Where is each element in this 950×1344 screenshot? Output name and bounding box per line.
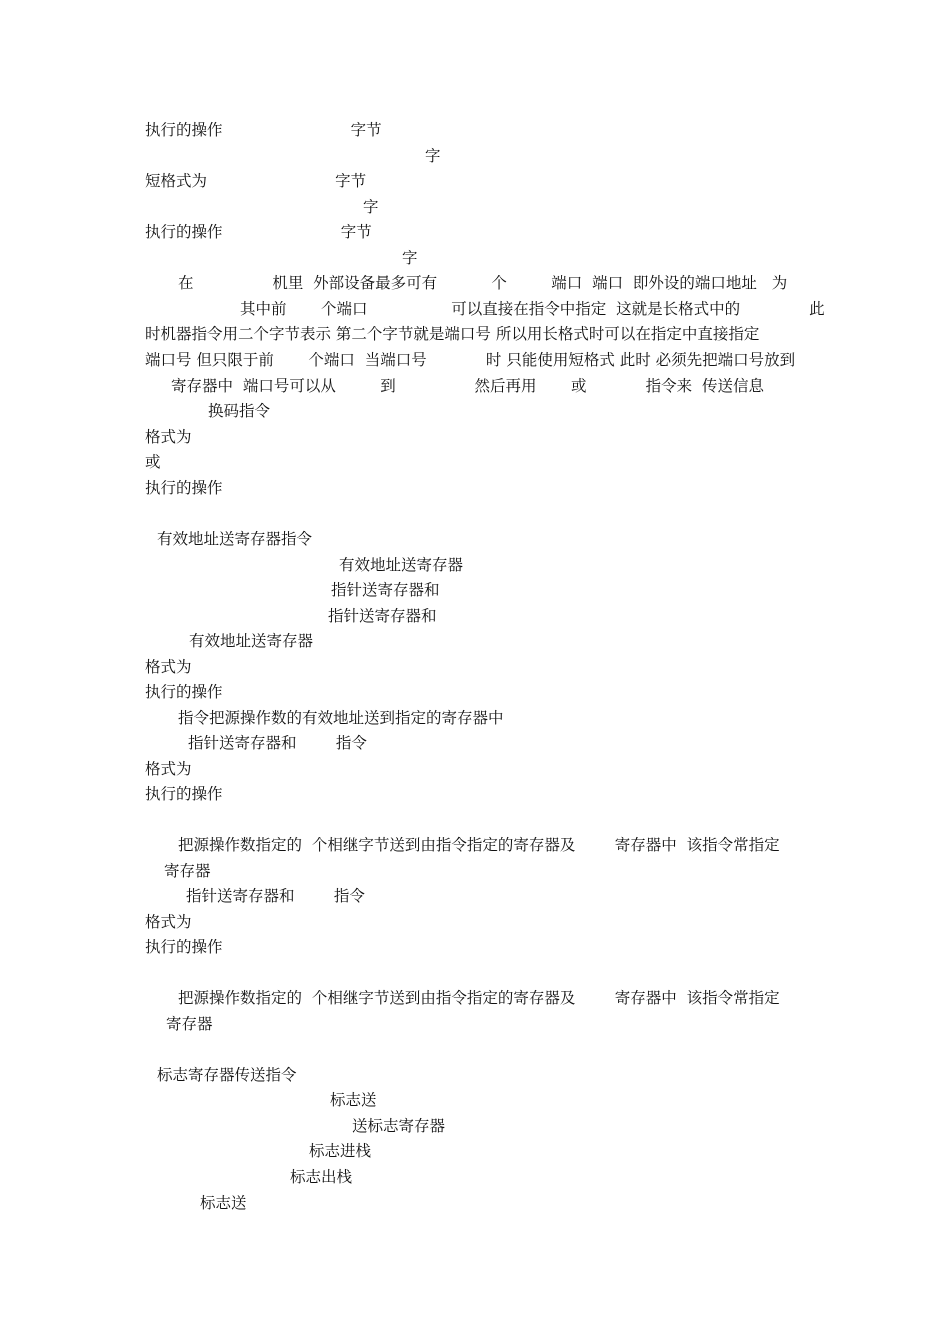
- text-line: 执行的操作: [145, 683, 223, 701]
- text-line: 格式为: [145, 913, 192, 931]
- text-line: 时机器指令用二个字节表示 第二个字节就是端口号 所以用长格式时可以在指定中直接指定: [145, 325, 760, 343]
- text-line: 字: [363, 198, 379, 216]
- text-line: 标志出栈: [290, 1168, 353, 1186]
- text-line: 执行的操作 字节: [145, 121, 382, 139]
- text-line: 在 机里 外部设备最多可有 个 端口 端口 即外设的端口地址 为: [178, 274, 788, 292]
- text-line: 其中前 个端口 可以直接在指令中指定 这就是长格式中的 此: [240, 300, 825, 318]
- text-line: 短格式为 字节: [145, 172, 367, 190]
- section-heading: 有效地址送寄存器指令: [157, 530, 313, 548]
- text-line: 端口号 但只限于前 个端口 当端口号 时 只能使用短格式 此时 必须先把端口号放到: [145, 351, 796, 369]
- text-line: 格式为: [145, 760, 192, 778]
- text-line: 标志送: [200, 1194, 247, 1212]
- text-line: 寄存器: [166, 1015, 213, 1033]
- text-line: 换码指令: [208, 402, 271, 420]
- section-heading: 标志寄存器传送指令: [157, 1066, 297, 1084]
- text-line: 执行的操作 字节: [145, 223, 372, 241]
- text-line: 指令把源操作数的有效地址送到指定的寄存器中: [178, 709, 504, 727]
- section-heading: 指针送寄存器和 指令: [186, 887, 365, 905]
- text-line: 标志送: [330, 1091, 377, 1109]
- text-line: 执行的操作: [145, 479, 223, 497]
- text-line: 格式为: [145, 658, 192, 676]
- text-line: 执行的操作: [145, 785, 223, 803]
- text-line: 把源操作数指定的 个相继字节送到由指令指定的寄存器及 寄存器中 该指令常指定: [178, 836, 780, 854]
- section-heading: 有效地址送寄存器: [189, 632, 314, 650]
- text-line: 寄存器: [164, 862, 211, 880]
- text-line: 有效地址送寄存器: [339, 556, 464, 574]
- section-heading: 指针送寄存器和 指令: [188, 734, 367, 752]
- text-line: 字: [425, 147, 441, 165]
- text-line: 标志进栈: [309, 1142, 372, 1160]
- text-line: 把源操作数指定的 个相继字节送到由指令指定的寄存器及 寄存器中 该指令常指定: [178, 989, 780, 1007]
- text-line: 字: [402, 249, 418, 267]
- text-line: 指针送寄存器和: [331, 581, 440, 599]
- text-line: 指针送寄存器和: [328, 607, 437, 625]
- text-line: 或: [145, 453, 161, 471]
- text-line: 寄存器中 端口号可以从 到 然后再用 或 指令来 传送信息: [171, 377, 764, 395]
- text-line: 送标志寄存器: [352, 1117, 446, 1135]
- text-line: 格式为: [145, 428, 192, 446]
- text-line: 执行的操作: [145, 938, 223, 956]
